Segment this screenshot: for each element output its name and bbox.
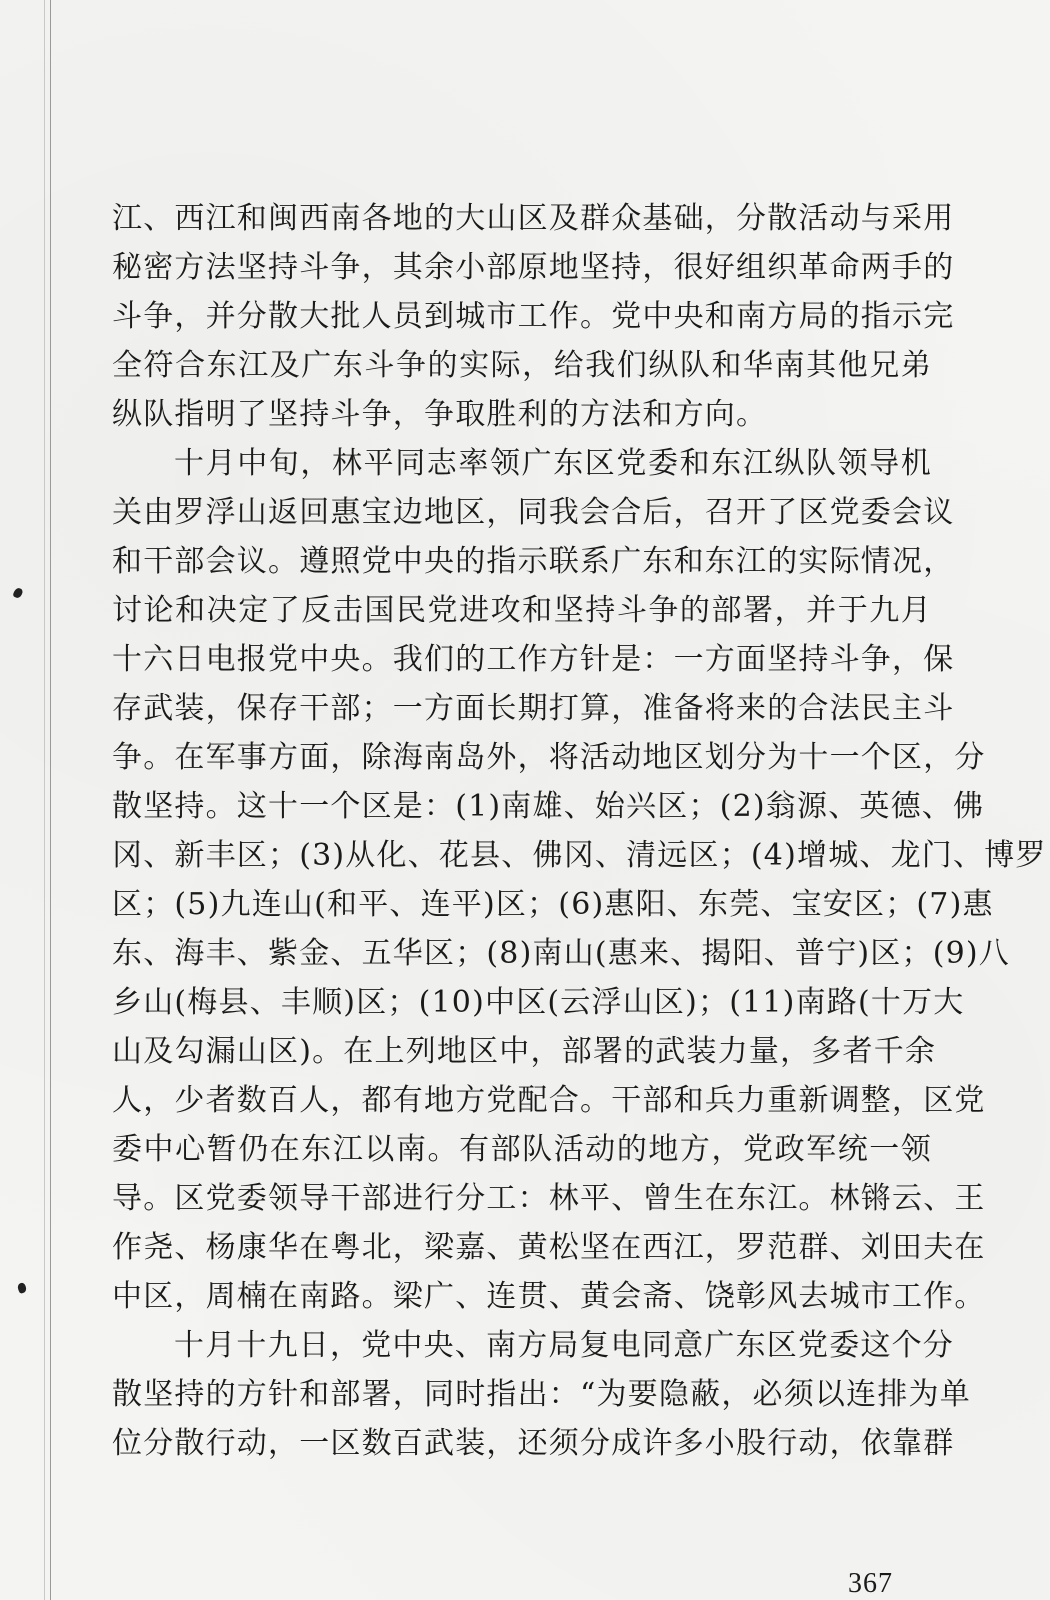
text-line: 存武装，保存干部；一方面长期打算，准备将来的合法民主斗 <box>112 691 955 726</box>
text-line: 和干部会议。遵照党中央的指示联系广东和东江的实际情况， <box>112 544 955 579</box>
text-line: 东、海丰、紫金、五华区；(8)南山(惠来、揭阳、普宁)区；(9)八 <box>112 936 1010 971</box>
text-line: 散坚持的方针和部署，同时指出：“为要隐蔽，必须以连排为单 <box>112 1377 971 1412</box>
text-line: 委中心暂仍在东江以南。有部队活动的地方，党政军统一领 <box>112 1132 932 1167</box>
text-line: 全符合东江及广东斗争的实际，给我们纵队和华南其他兄弟 <box>112 348 932 383</box>
ink-blot-mark <box>12 587 23 599</box>
text-line: 江、西江和闽西南各地的大山区及群众基础，分散活动与采用 <box>112 201 955 236</box>
text-line: 散坚持。这十一个区是：(1)南雄、始兴区；(2)翁源、英德、佛 <box>112 789 985 824</box>
text-line: 秘密方法坚持斗争，其余小部原地坚持，很好组织革命两手的 <box>112 250 955 285</box>
paragraph-2 <box>112 439 1047 1321</box>
paragraph-1 <box>112 194 955 439</box>
text-line: 冈、新丰区；(3)从化、花县、佛冈、清远区；(4)增城、龙门、博罗 <box>112 838 1047 873</box>
text-line: 争。在军事方面，除海南岛外，将活动地区划分为十一个区，分 <box>112 740 986 775</box>
text-line: 十月十九日，党中央、南方局复电同意广东区党委这个分 <box>174 1328 954 1363</box>
binding-edge-line <box>50 0 51 1600</box>
text-line: 导。区党委领导干部进行分工：林平、曾生在东江。林锵云、王 <box>112 1181 986 1216</box>
text-line: 十六日电报党中央。我们的工作方针是：一方面坚持斗争，保 <box>112 642 955 677</box>
text-line: 人，少者数百人，都有地方党配合。干部和兵力重新调整，区党 <box>112 1083 986 1118</box>
text-line: 关由罗浮山返回惠宝边地区，同我会合后，召开了区党委会议 <box>112 495 955 530</box>
text-line: 作尧、杨康华在粤北，梁嘉、黄松坚在西江，罗范群、刘田夫在 <box>112 1230 986 1265</box>
ink-blot-mark <box>17 1282 28 1294</box>
text-line: 斗争，并分散大批人员到城市工作。党中央和南方局的指示完 <box>112 299 955 334</box>
text-line: 十月中旬，林平同志率领广东区党委和东江纵队领导机 <box>174 446 932 481</box>
text-line: 位分散行动，一区数百武装，还须分成许多小股行动，依靠群 <box>112 1426 955 1461</box>
text-line: 乡山(梅县、丰顺)区；(10)中区(云浮山区)；(11)南路(十万大 <box>112 985 965 1020</box>
text-line: 讨论和决定了反击国民党进攻和坚持斗争的部署，并于九月 <box>112 593 932 628</box>
paragraph-3 <box>112 1321 971 1468</box>
page-number: 367 <box>848 1568 893 1599</box>
binding-edge-shadow <box>44 0 45 1600</box>
text-line: 区；(5)九连山(和平、连平)区；(6)惠阳、东莞、宝安区；(7)惠 <box>112 887 994 922</box>
text-line: 山及勾漏山区)。在上列地区中，部署的武装力量，多者千余 <box>112 1034 937 1069</box>
text-line: 纵队指明了坚持斗争，争取胜利的方法和方向。 <box>112 397 768 432</box>
text-line: 中区，周楠在南路。梁广、连贯、黄会斋、饶彰风去城市工作。 <box>112 1279 986 1314</box>
body-text <box>112 194 1047 1468</box>
